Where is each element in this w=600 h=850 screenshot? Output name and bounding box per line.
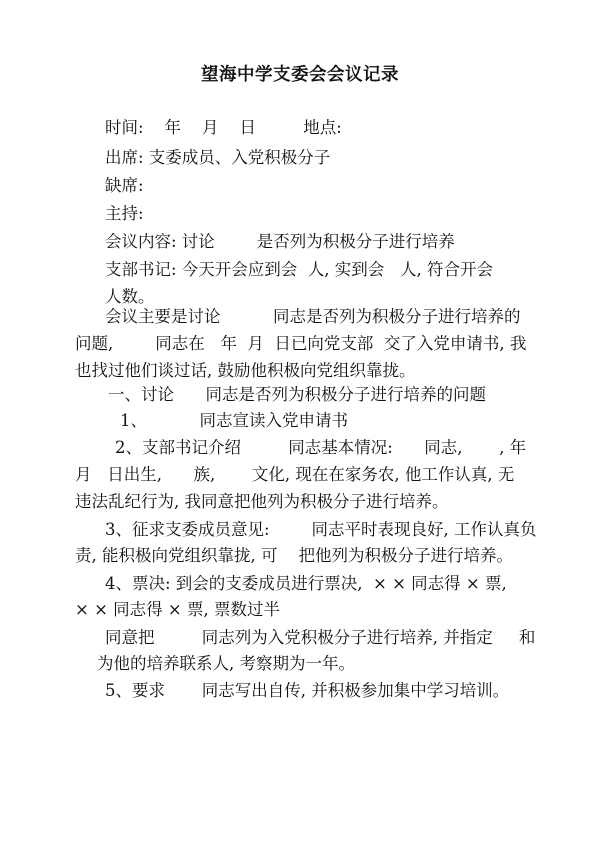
item-4: 4、票决: 到会的支委成员进行票决, × × 同志得 × 票, — [105, 574, 507, 593]
line-meeting-content: 会议内容: 讨论 是否列为积极分子进行培养 — [105, 232, 455, 251]
item-4-cont: × × 同志得 × 票, 票数过半 — [75, 600, 280, 619]
item-2-cont: 违法乱纪行为, 我同意把他列为积极分子进行培养。 — [75, 492, 449, 511]
item-1: 1、 同志宣读入党申请书 — [120, 411, 348, 430]
item-2-cont: 月 日出生, 族, 文化, 现在在家务农, 他工作认真, 无 — [75, 465, 515, 484]
document-title: 望海中学支委会会议记录 — [201, 65, 399, 85]
section-discussion: 一、讨论 同志是否列为积极分子进行培养的问题 — [108, 385, 486, 404]
line-absent: 缺席: — [105, 176, 144, 195]
item-3-cont: 责, 能积极向党组织靠拢, 可 把他列为积极分子进行培养。 — [75, 546, 513, 565]
line-time-place: 时间: 年 月 日 地点: — [105, 118, 342, 137]
item-3: 3、征求支委成员意见: 同志平时表现良好, 工作认真负 — [105, 520, 537, 539]
line-attendees: 出席: 支委成员、入党积极分子 — [105, 148, 331, 167]
line-secretary: 支部书记: 今天开会应到会 人, 实到会 人, 符合开会 — [105, 260, 494, 279]
line-agree: 同意把 同志列为入党积极分子进行培养, 并指定 和 — [105, 628, 536, 647]
item-5: 5、要求 同志写出自传, 并积极参加集中学习培训。 — [105, 681, 510, 700]
item-2: 2、支部书记介绍 同志基本情况: 同志, , 年 — [115, 438, 527, 457]
line-host: 主持: — [105, 204, 144, 223]
paragraph-line: 会议主要是讨论 同志是否列为积极分子进行培养的 — [105, 307, 521, 326]
paragraph-line: 也找过他们谈过话, 鼓励他积极向党组织靠拢。 — [75, 361, 416, 380]
line-secretary-cont: 人数。 — [105, 287, 155, 306]
paragraph-line: 问题, 同志在 年 月 日已向党支部 交了入党申请书, 我 — [75, 334, 527, 353]
line-agree-cont: 为他的培养联系人, 考察期为一年。 — [97, 654, 355, 673]
